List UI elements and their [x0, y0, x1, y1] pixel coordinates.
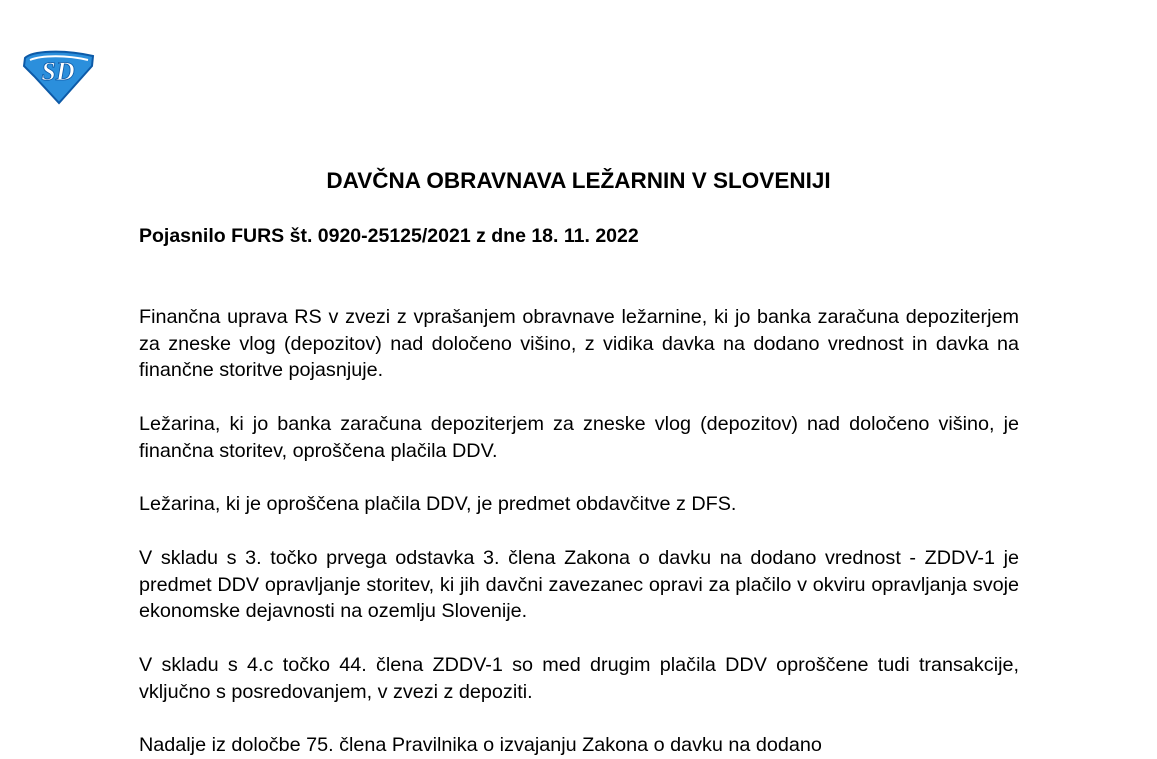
document-title: DAVČNA OBRAVNAVA LEŽARNIN V SLOVENIJI — [326, 168, 831, 193]
logo — [22, 48, 95, 104]
paragraph: V skladu s 3. točko prvega odstavka 3. člena Zakona o davku na dodano vrednost - ZDDV-1 je predmet DDV opravljanje storitev, ki jih davčni zavezanec opravi za plačilo v okviru opravljanja svoje ekonomske dejavnosti na ozemlju Slovenije. — [139, 547, 1019, 622]
paragraph: V skladu s 4.c točko 44. člena ZDDV-1 so med drugim plačila DDV oproščene tudi transakcije, vključno s posredovanjem, v zvezi z depoziti. — [139, 654, 1019, 703]
document-subtitle: Pojasnilo FURS št. 0920-25125/2021 z dne 18. 11. 2022 — [139, 225, 639, 247]
paragraph: Ležarina, ki jo banka zaračuna depoziterjem za zneske vlog (depozitov) nad določeno višino, je finančna storitev, oproščena plačila DDV. — [139, 413, 1019, 462]
paragraph: Finančna uprava RS v zvezi z vprašanjem obravnave ležarnine, ki jo banka zaračuna depoziterjem za zneske vlog (depozitov) nad določeno višino, z vidika davka na dodano vrednost in davka na finančne storitve pojasnjuje. — [139, 306, 1019, 381]
paragraph: Ležarina, ki je oproščena plačila DDV, je predmet obdavčitve z DFS. — [139, 493, 737, 515]
paragraph: Nadalje iz določbe 75. člena Pravilnika o izvajanju Zakona o davku na dodano — [139, 734, 822, 756]
logo-letters: SD — [41, 57, 75, 86]
sd-shield-logo-icon — [22, 48, 95, 104]
